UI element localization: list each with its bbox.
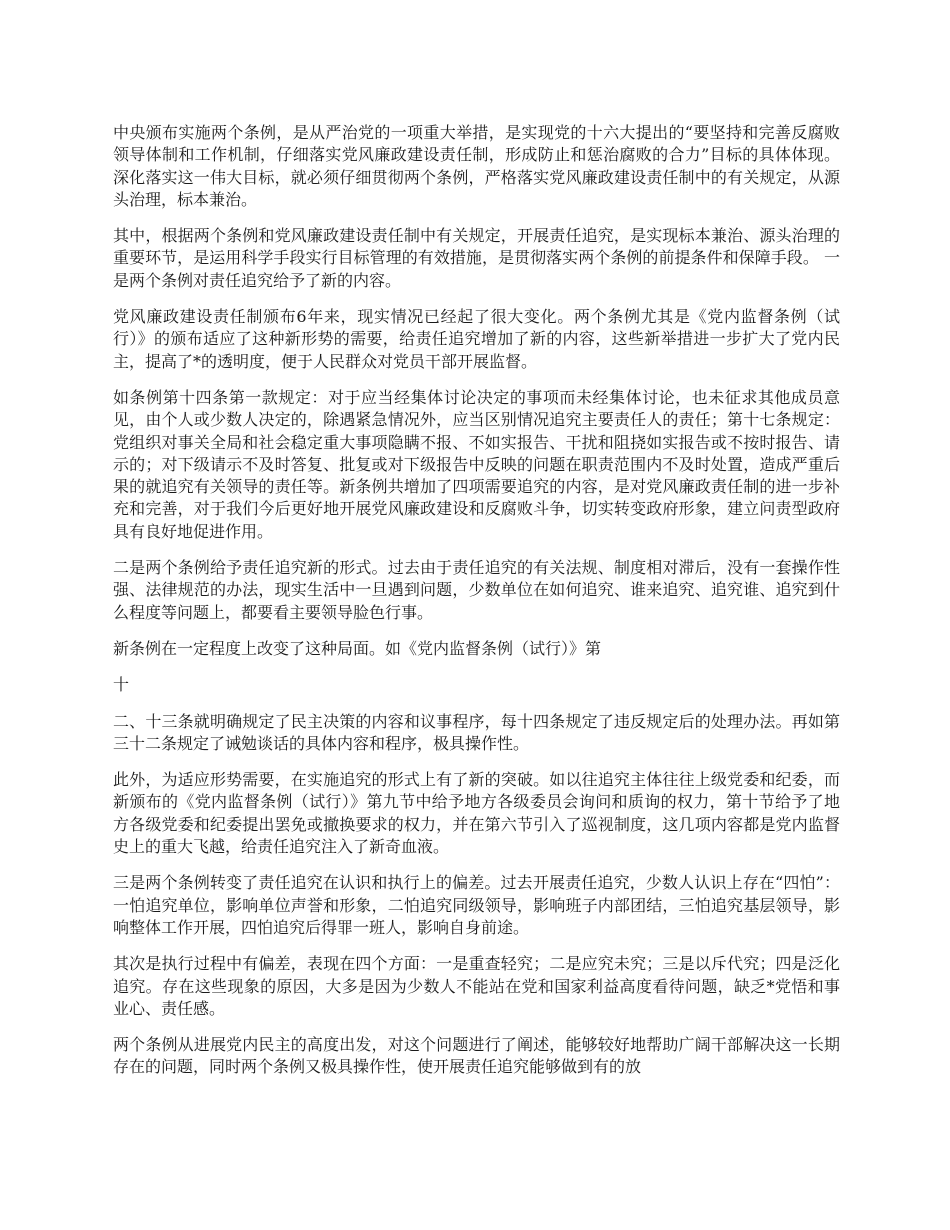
paragraph: 三是两个条例转变了责任追究在认识和执行上的偏差。过去开展责任追究，少数人认识上存在“四怕”：一怕追究单位，影响单位声誉和形象，二怕追究同级领导，影响班子内部团结，三怕追究基层领导，影响整体工作开展，四怕追究后得罪一班人，影响自身前途。 — [113, 873, 840, 937]
paragraph: 两个条例从进展党内民主的高度出发，对这个问题进行了阐述，能够较好地帮助广阔干部解决这一长期存在的问题，同时两个条例又极具操作性，使开展责任追究能够做到有的放 — [113, 1035, 840, 1077]
paragraph: 如条例第十四条第一款规定：对于应当经集体讨论决定的事项而未经集体讨论，也未征求其他成员意见，由个人或少数人决定的，除遇紧急情况外，应当区别情况追究主要责任人的责任；第十七条规定：党组织对事关全局和社会稳定重大事项隐瞒不报、不如实报告、干扰和阻挠如实报告或不按时报告、请示的；对下级请示不及时答复、批复或对下级报告中反映的问题在职责范围内不及时处置，造成严重后果的就追究有关领导的责任等。新条例共增加了四项需要追究的内容，是对党风廉政责任制的进一步补充和完善，对于我们今后更好地开展党风廉政建设和反腐败斗争，切实转变政府形象，建立问责型政府具有良好地促进作用。 — [113, 387, 840, 541]
paragraph: 其次是执行过程中有偏差，表现在四个方面：一是重查轻究；二是应究未究；三是以斥代究；四是泛化追究。存在这些现象的原因，大多是因为少数人不能站在党和国家利益高度看待问题，缺乏*党悟和事业心、责任感。 — [113, 954, 840, 1018]
paragraph: 二、十三条就明确规定了民主决策的内容和议事程序，每十四条规定了违反规定后的处理办法。再如第三十二条规定了诫勉谈话的具体内容和程序，极具操作性。 — [113, 711, 840, 753]
paragraph: 中央颁布实施两个条例，是从严治党的一项重大举措，是实现党的十六大提出的“要坚持和完善反腐败领导体制和工作机制，仔细落实党风廉政建设责任制，形成防止和惩治腐败的合力”目标的具体体现。深化落实这一伟大目标，就必须仔细贯彻两个条例，严格落实党风廉政建设责任制中的有关规定，从源头治理，标本兼治。 — [113, 123, 840, 209]
paragraph: 其中，根据两个条例和党风廉政建设责任制中有关规定，开展责任追究，是实现标本兼治、源头治理的重要环节，是运用科学手段实行目标管理的有效措施，是贯彻落实两个条例的前提条件和保障手段。 一是两个条例对责任追究给予了新的内容。 — [113, 226, 840, 290]
paragraph: 此外，为适应形势需要，在实施追究的形式上有了新的突破。如以往追究主体往往上级党委和纪委，而新颁布的《党内监督条例（试行）》第九节中给予地方各级委员会询问和质询的权力，第十节给予了地方各级党委和纪委提出罢免或撤换要求的权力，并在第六节引入了巡视制度，这几项内容都是党内监督史上的重大飞越，给责任追究注入了新奇血液。 — [113, 770, 840, 857]
paragraph: 新条例在一定程度上改变了这种局面。如《党内监督条例（试行）》第 — [113, 638, 602, 658]
document-body — [113, 122, 840, 1093]
paragraph: 党风廉政建设责任制颁布6年来，现实情况已经起了很大变化。两个条例尤其是《党内监督条例（试行）》的颁布适应了这种新形势的需要，给责任追究增加了新的内容，这些新举措进一步扩大了党内民主，提高了*的透明度，便于人民群众对党员干部开展监督。 — [113, 307, 840, 371]
paragraph: 二是两个条例给予责任追究新的形式。过去由于责任追究的有关法规、制度相对滞后，没有一套操作性强、法律规范的办法，现实生活中一旦遇到问题，少数单位在如何追究、谁来追究、追究谁、追究到什么程度等问题上，都要看主要领导脸色行事。 — [113, 558, 840, 622]
paragraph: 十 — [113, 675, 130, 695]
